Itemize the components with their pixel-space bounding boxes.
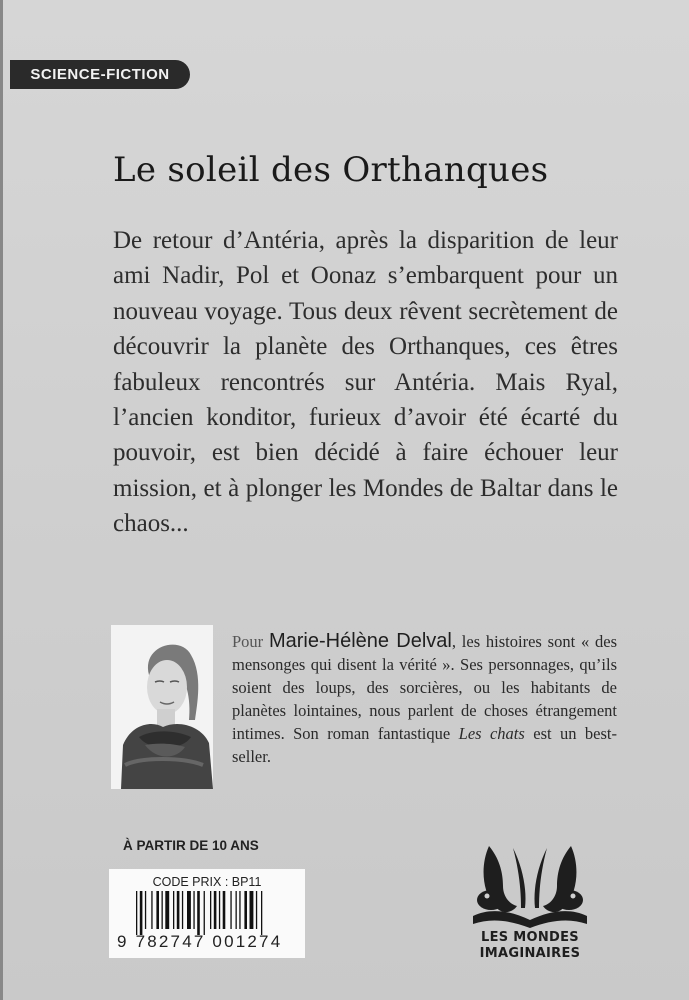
age-recommendation: À PARTIR DE 10 ANS (123, 838, 259, 853)
barcode-bar (214, 891, 217, 929)
author-book-title: Les chats (458, 724, 525, 743)
barcode-bar (210, 891, 211, 929)
barcode-bar (136, 891, 137, 935)
author-bio-end: est un best-seller. (232, 724, 618, 766)
publisher-name (463, 930, 597, 962)
barcode-bar (177, 891, 180, 929)
barcode-bar (236, 891, 237, 929)
book-blurb (113, 223, 618, 542)
isbn-number: 9 782747 001274 (117, 932, 283, 951)
barcode-box (109, 869, 305, 958)
blurb-text: De retour d’Antéria, après la disparition de leur ami Nadir, Pol et Oonaz s’embarquent pour un nouveau voyage. Tous deux rêvent secrètement de découvrir la planète des Orthanques, ces êtres fabuleux rencontrés sur Antéria. Mais Ryal, l’ancien konditor, furieux d’avoir été écarté du pouvoir, est bien décidé à faire échouer leur mission, et à plonger les Mondes de Baltar dans le chaos... (113, 227, 618, 538)
barcode-bar (250, 891, 254, 929)
publisher-logo-icon (469, 838, 591, 938)
barcode-bar (256, 891, 257, 929)
barcode-bar (230, 891, 231, 929)
author-name: Marie-Hélène Delval (268, 630, 452, 652)
author-bio (232, 630, 617, 768)
barcode-bar (244, 891, 247, 929)
author-bio-text: , les histoires sont « des mensonges qui disent la vérité ». Ses personnages, qu’ils soient des loups, des sorcières, ou les habitants de planètes lointaines, nous parlent de choses étrangement intimes. Son roman fantastique (232, 632, 618, 743)
barcode-bar (261, 891, 262, 935)
barcode-bar (140, 891, 143, 935)
barcode-bar (193, 891, 194, 929)
barcode-bar (156, 891, 159, 929)
publisher-name-line1: LES MONDES (481, 930, 579, 945)
genre-label: SCIENCE-FICTION (10, 60, 190, 89)
author-bio-intro: Pour (232, 632, 264, 651)
book-title: Le soleil des Orthanques (113, 150, 549, 190)
barcode-bar (223, 891, 226, 929)
barcode-bar (197, 891, 200, 935)
author-portrait-image (111, 625, 213, 789)
barcode-bar (219, 891, 220, 929)
barcode-bar (145, 891, 146, 929)
author-photo (111, 625, 213, 789)
price-code: CODE PRIX : BP11 (152, 875, 262, 889)
barcode-bar (204, 891, 205, 935)
barcode-bar (187, 891, 191, 929)
barcode-bar (162, 891, 163, 929)
publisher-name-line2: IMAGINAIRES (479, 946, 581, 961)
barcode-bar (151, 891, 152, 929)
barcode-bar (173, 891, 174, 929)
barcode-bar (165, 891, 169, 929)
barcode-bar (182, 891, 183, 929)
barcode-bar (239, 891, 240, 929)
